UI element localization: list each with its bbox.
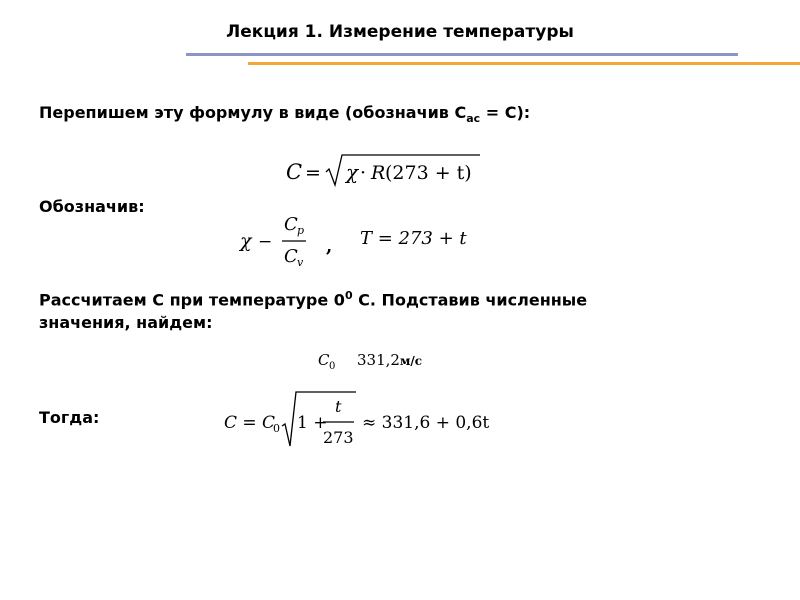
speed-dot: · xyxy=(360,162,367,184)
final-t: t xyxy=(335,397,342,416)
c0-unit: м/с xyxy=(400,354,423,368)
final-den: 273 xyxy=(323,428,354,447)
denoting-label: Обозначив: xyxy=(39,197,145,216)
final-sub: 0 xyxy=(273,422,280,435)
speed-R: R xyxy=(371,162,386,184)
rewrite-suffix: = С): xyxy=(480,103,531,122)
chi-minus: − xyxy=(258,232,273,252)
rewrite-prefix: Перепишем эту формулу в виде (обозначив С xyxy=(39,103,467,122)
T-definition: T = 273 + t xyxy=(360,228,467,249)
slide-title: Лекция 1. Измерение температуры xyxy=(226,22,574,42)
c0-symbol: C xyxy=(318,351,330,369)
c0-value: 331,2 xyxy=(357,351,400,369)
chi-symbol: χ xyxy=(240,230,252,252)
c0-formula xyxy=(316,346,446,372)
then-label: Тогда: xyxy=(39,408,100,427)
cv-symbol: C xyxy=(284,246,298,267)
calc-line-1 xyxy=(39,284,759,311)
calc-sup: 0 xyxy=(344,289,353,302)
final-approx: ≈ 331,6 + 0,6t xyxy=(362,413,490,433)
speed-paren: (273 + t) xyxy=(385,162,472,184)
calc-suffix: С. Подставив численные xyxy=(352,290,588,310)
final-one-plus: 1 + xyxy=(297,413,328,433)
title-rule-orange xyxy=(248,62,800,65)
speed-eq: = xyxy=(305,162,321,184)
speed-lhs: C xyxy=(286,160,303,184)
cp-sub: p xyxy=(297,224,305,237)
c0-sub: 0 xyxy=(329,361,336,372)
chi-definition xyxy=(236,208,346,274)
calc-paragraph xyxy=(39,284,759,334)
cp-symbol: C xyxy=(284,214,298,235)
calc-prefix: Рассчитаем С при температуре 0 xyxy=(39,290,345,310)
title-rule-blue xyxy=(186,53,738,56)
speed-chi: χ xyxy=(346,160,359,184)
chi-comma: , xyxy=(326,236,333,257)
rewrite-sub: ас xyxy=(466,112,481,126)
final-lhs: C = C xyxy=(224,413,276,433)
calc-line-2: значения, найдем: xyxy=(39,313,213,333)
speed-formula xyxy=(282,152,482,190)
final-formula xyxy=(222,388,490,450)
cv-sub: v xyxy=(297,256,304,269)
rewrite-line xyxy=(39,101,530,130)
